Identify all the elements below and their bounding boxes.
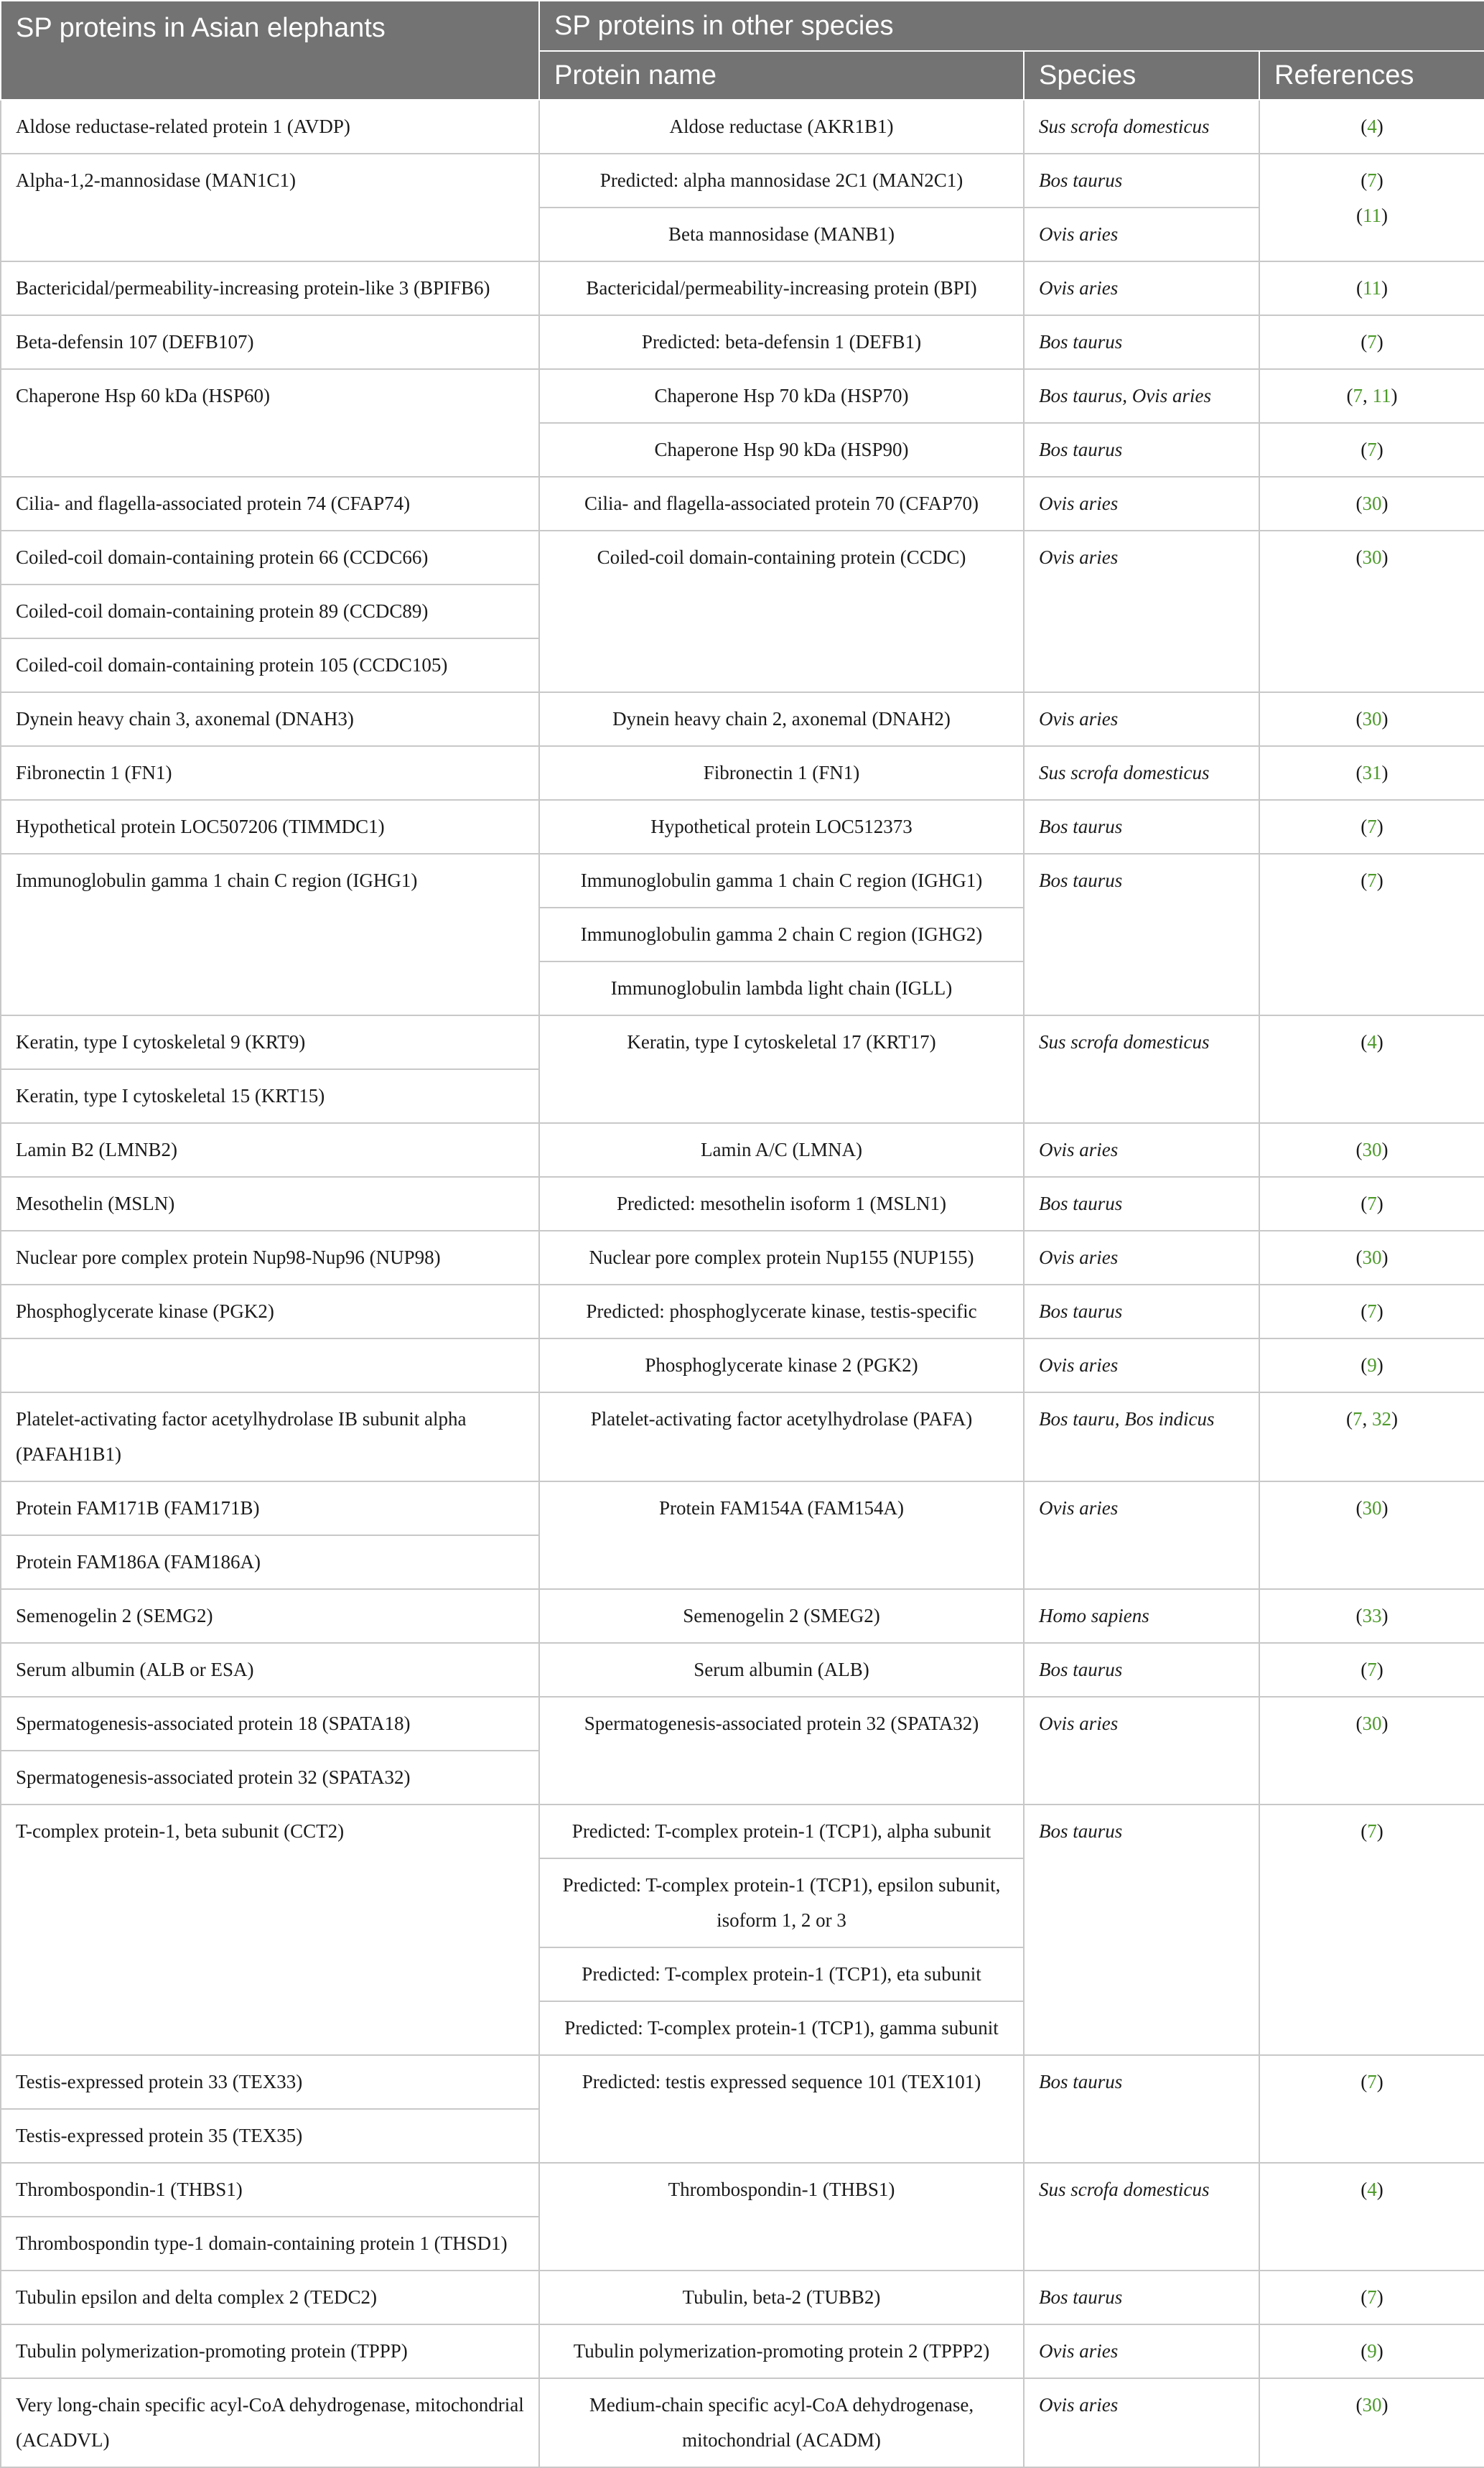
reference-cell: (33)	[1259, 1589, 1484, 1643]
reference-cell: (30)	[1259, 531, 1484, 692]
reference-cell: (7, 32)	[1259, 1392, 1484, 1481]
table-row	[1, 1231, 1484, 1285]
reference-link[interactable]: 30	[1362, 493, 1382, 514]
reference-link[interactable]: 7	[1367, 2071, 1377, 2092]
asian-protein-cell: Immunoglobulin gamma 1 chain C region (IGHG1)	[1, 854, 539, 1015]
reference-link[interactable]: 31	[1362, 762, 1382, 783]
other-protein-cell: Predicted: beta-defensin 1 (DEFB1)	[539, 315, 1024, 369]
table-row	[1, 154, 1484, 208]
species-cell: Bos taurus	[1024, 154, 1259, 208]
other-protein-cell: Immunoglobulin lambda light chain (IGLL)	[539, 961, 1024, 1015]
reference-cell: (7, 11)	[1259, 369, 1484, 423]
species-cell: Ovis aries	[1024, 477, 1259, 531]
species-cell: Sus scrofa domesticus	[1024, 746, 1259, 800]
asian-protein-cell: T-complex protein-1, beta subunit (CCT2)	[1, 1805, 539, 2055]
asian-protein-cell: Testis-expressed protein 33 (TEX33)	[1, 2055, 539, 2109]
reference-cell: (9)	[1259, 1338, 1484, 1392]
reference-link[interactable]: 7	[1367, 439, 1377, 460]
reference-link[interactable]: 7	[1367, 816, 1377, 837]
species-cell: Ovis aries	[1024, 208, 1259, 261]
species-cell: Bos taurus	[1024, 1643, 1259, 1697]
asian-protein-cell: Keratin, type I cytoskeletal 9 (KRT9)	[1, 1015, 539, 1069]
table-row	[1, 531, 1484, 585]
asian-protein-cell: Beta-defensin 107 (DEFB107)	[1, 315, 539, 369]
species-cell: Bos taurus	[1024, 800, 1259, 854]
reference-cell: (7)	[1259, 854, 1484, 1015]
reference-link[interactable]: 7	[1367, 331, 1377, 353]
header-references: References	[1259, 51, 1484, 100]
species-cell: Sus scrofa domesticus	[1024, 1015, 1259, 1123]
species-cell: Bos taurus	[1024, 2055, 1259, 2163]
other-protein-cell: Predicted: T-complex protein-1 (TCP1), epsilon subunit, isoform 1, 2 or 3	[539, 1858, 1024, 1947]
other-protein-cell: Predicted: testis expressed sequence 101 (TEX101)	[539, 2055, 1024, 2163]
species-cell: Ovis aries	[1024, 531, 1259, 692]
other-protein-cell: Tubulin, beta-2 (TUBB2)	[539, 2271, 1024, 2324]
other-protein-cell: Predicted: alpha mannosidase 2C1 (MAN2C1)	[539, 154, 1024, 208]
asian-protein-cell: Tubulin polymerization-promoting protein (TPPP)	[1, 2324, 539, 2378]
other-protein-cell: Fibronectin 1 (FN1)	[539, 746, 1024, 800]
asian-protein-cell: Phosphoglycerate kinase (PGK2)	[1, 1285, 539, 1338]
species-cell: Ovis aries	[1024, 1697, 1259, 1805]
asian-protein-cell: Coiled-coil domain-containing protein 105 (CCDC105)	[1, 638, 539, 692]
other-protein-cell: Predicted: T-complex protein-1 (TCP1), eta subunit	[539, 1947, 1024, 2001]
table-row	[1, 854, 1484, 908]
other-protein-cell: Immunoglobulin gamma 2 chain C region (IGHG2)	[539, 908, 1024, 961]
reference-link[interactable]: 32	[1372, 1408, 1391, 1430]
asian-protein-cell: Spermatogenesis-associated protein 18 (SPATA18)	[1, 1697, 539, 1751]
species-cell: Homo sapiens	[1024, 1589, 1259, 1643]
other-protein-cell: Chaperone Hsp 90 kDa (HSP90)	[539, 423, 1024, 477]
reference-link[interactable]: 30	[1362, 1497, 1382, 1519]
other-protein-cell: Spermatogenesis-associated protein 32 (SPATA32)	[539, 1697, 1024, 1805]
reference-cell: (30)	[1259, 692, 1484, 746]
asian-protein-cell: Very long-chain specific acyl-CoA dehydrogenase, mitochondrial (ACADVL)	[1, 2378, 539, 2467]
table-row	[1, 315, 1484, 369]
reference-cell: (30)	[1259, 2378, 1484, 2467]
reference-link[interactable]: 9	[1367, 1354, 1377, 1376]
header-other-species: SP proteins in other species	[539, 1, 1484, 51]
table-row	[1, 369, 1484, 423]
other-protein-cell: Serum albumin (ALB)	[539, 1643, 1024, 1697]
table-row	[1, 2324, 1484, 2378]
reference-link[interactable]: 7	[1367, 169, 1377, 191]
asian-protein-cell: Coiled-coil domain-containing protein 89 (CCDC89)	[1, 585, 539, 638]
species-cell: Sus scrofa domesticus	[1024, 100, 1259, 154]
asian-protein-cell: Serum albumin (ALB or ESA)	[1, 1643, 539, 1697]
table-row	[1, 2055, 1484, 2109]
reference-cell: (4)	[1259, 100, 1484, 154]
other-protein-cell: Predicted: T-complex protein-1 (TCP1), alpha subunit	[539, 1805, 1024, 1858]
other-protein-cell: Chaperone Hsp 70 kDa (HSP70)	[539, 369, 1024, 423]
reference-link[interactable]: 11	[1363, 205, 1381, 226]
reference-link[interactable]: 7	[1353, 385, 1363, 406]
asian-protein-cell: Fibronectin 1 (FN1)	[1, 746, 539, 800]
reference-link[interactable]: 4	[1367, 116, 1377, 137]
asian-protein-cell: Protein FAM171B (FAM171B)	[1, 1481, 539, 1535]
table-row	[1, 2163, 1484, 2217]
header-protein-name: Protein name	[539, 51, 1024, 100]
species-cell: Bos tauru, Bos indicus	[1024, 1392, 1259, 1481]
other-protein-cell: Medium-chain specific acyl-CoA dehydrogenase, mitochondrial (ACADM)	[539, 2378, 1024, 2467]
other-protein-cell: Tubulin polymerization-promoting protein 2 (TPPP2)	[539, 2324, 1024, 2378]
header-species: Species	[1024, 51, 1259, 100]
reference-link[interactable]: 4	[1367, 1031, 1377, 1053]
reference-link[interactable]: 30	[1362, 1139, 1382, 1160]
reference-link[interactable]: 11	[1372, 385, 1391, 406]
other-protein-cell: Coiled-coil domain-containing protein (CCDC)	[539, 531, 1024, 692]
species-cell: Ovis aries	[1024, 1338, 1259, 1392]
asian-protein-cell: Coiled-coil domain-containing protein 66 (CCDC66)	[1, 531, 539, 585]
other-protein-cell: Nuclear pore complex protein Nup155 (NUP155)	[539, 1231, 1024, 1285]
reference-cell: (7)	[1259, 800, 1484, 854]
table-row	[1, 1589, 1484, 1643]
reference-cell: (11)	[1259, 261, 1484, 315]
asian-protein-cell: Dynein heavy chain 3, axonemal (DNAH3)	[1, 692, 539, 746]
reference-cell: (7)	[1259, 1177, 1484, 1231]
table-row	[1, 100, 1484, 154]
species-cell: Ovis aries	[1024, 2378, 1259, 2467]
species-cell: Bos taurus	[1024, 1805, 1259, 2055]
asian-protein-cell: Keratin, type I cytoskeletal 15 (KRT15)	[1, 1069, 539, 1123]
reference-link[interactable]: 9	[1367, 2340, 1377, 2362]
other-protein-cell: Aldose reductase (AKR1B1)	[539, 100, 1024, 154]
species-cell: Bos taurus	[1024, 854, 1259, 1015]
table-row	[1, 1805, 1484, 1858]
reference-cell: (9)	[1259, 2324, 1484, 2378]
asian-protein-cell: Bactericidal/permeability-increasing protein-like 3 (BPIFB6)	[1, 261, 539, 315]
reference-cell: (7)	[1259, 1805, 1484, 2055]
reference-link[interactable]: 4	[1367, 2179, 1377, 2200]
asian-protein-cell	[1, 1338, 539, 1392]
table-row	[1, 800, 1484, 854]
header-asian-elephants: SP proteins in Asian elephants	[1, 1, 539, 100]
other-protein-cell: Bactericidal/permeability-increasing protein (BPI)	[539, 261, 1024, 315]
table-row	[1, 1285, 1484, 1338]
species-cell: Bos taurus	[1024, 1285, 1259, 1338]
asian-protein-cell: Cilia- and flagella-associated protein 74 (CFAP74)	[1, 477, 539, 531]
asian-protein-cell: Semenogelin 2 (SEMG2)	[1, 1589, 539, 1643]
species-cell: Bos taurus	[1024, 1177, 1259, 1231]
reference-link[interactable]: 7	[1367, 2286, 1377, 2308]
species-cell: Bos taurus	[1024, 315, 1259, 369]
species-cell: Ovis aries	[1024, 1231, 1259, 1285]
other-protein-cell: Thrombospondin-1 (THBS1)	[539, 2163, 1024, 2271]
reference-cell: (30)	[1259, 1697, 1484, 1805]
table-row	[1, 261, 1484, 315]
reference-link[interactable]: 33	[1362, 1605, 1382, 1626]
species-cell: Ovis aries	[1024, 692, 1259, 746]
reference-cell: (7)	[1259, 1643, 1484, 1697]
reference-link[interactable]: 30	[1362, 546, 1382, 568]
asian-protein-cell: Spermatogenesis-associated protein 32 (SPATA32)	[1, 1751, 539, 1805]
species-cell: Ovis aries	[1024, 2324, 1259, 2378]
reference-link[interactable]: 7	[1353, 1408, 1363, 1430]
other-protein-cell: Semenogelin 2 (SMEG2)	[539, 1589, 1024, 1643]
asian-protein-cell: Thrombospondin-1 (THBS1)	[1, 2163, 539, 2217]
asian-protein-cell: Platelet-activating factor acetylhydrolase IB subunit alpha (PAFAH1B1)	[1, 1392, 539, 1481]
reference-cell: (4)	[1259, 1015, 1484, 1123]
asian-protein-cell: Mesothelin (MSLN)	[1, 1177, 539, 1231]
table-row	[1, 746, 1484, 800]
asian-protein-cell: Hypothetical protein LOC507206 (TIMMDC1)	[1, 800, 539, 854]
species-cell: Bos taurus, Ovis aries	[1024, 369, 1259, 423]
asian-protein-cell: Aldose reductase-related protein 1 (AVDP)	[1, 100, 539, 154]
reference-cell: (30)	[1259, 477, 1484, 531]
asian-protein-cell: Lamin B2 (LMNB2)	[1, 1123, 539, 1177]
other-protein-cell: Beta mannosidase (MANB1)	[539, 208, 1024, 261]
species-cell: Ovis aries	[1024, 1123, 1259, 1177]
reference-cell: (4)	[1259, 2163, 1484, 2271]
table-row	[1, 2271, 1484, 2324]
other-protein-cell: Protein FAM154A (FAM154A)	[539, 1481, 1024, 1589]
reference-link[interactable]: 7	[1367, 870, 1377, 891]
asian-protein-cell: Alpha-1,2-mannosidase (MAN1C1)	[1, 154, 539, 261]
other-protein-cell: Phosphoglycerate kinase 2 (PGK2)	[539, 1338, 1024, 1392]
table-row	[1, 2378, 1484, 2467]
reference-cell: (7)	[1259, 2055, 1484, 2163]
table-row	[1, 1015, 1484, 1069]
reference-link[interactable]: 30	[1362, 1713, 1382, 1734]
table-row	[1, 1697, 1484, 1751]
other-protein-cell: Predicted: phosphoglycerate kinase, testis-specific	[539, 1285, 1024, 1338]
asian-protein-cell: Nuclear pore complex protein Nup98-Nup96 (NUP98)	[1, 1231, 539, 1285]
reference-link[interactable]: 7	[1367, 1300, 1377, 1322]
other-protein-cell: Cilia- and flagella-associated protein 70 (CFAP70)	[539, 477, 1024, 531]
species-cell: Ovis aries	[1024, 1481, 1259, 1589]
reference-link[interactable]: 30	[1362, 2394, 1382, 2416]
reference-link[interactable]: 7	[1367, 1820, 1377, 1842]
table-row	[1, 1123, 1484, 1177]
reference-link[interactable]: 30	[1362, 1247, 1382, 1268]
reference-link[interactable]: 7	[1367, 1193, 1377, 1214]
table-row	[1, 1392, 1484, 1481]
asian-protein-cell: Tubulin epsilon and delta complex 2 (TEDC2)	[1, 2271, 539, 2324]
other-protein-cell: Predicted: T-complex protein-1 (TCP1), gamma subunit	[539, 2001, 1024, 2055]
other-protein-cell: Hypothetical protein LOC512373	[539, 800, 1024, 854]
other-protein-cell: Dynein heavy chain 2, axonemal (DNAH2)	[539, 692, 1024, 746]
table-row	[1, 1338, 1484, 1392]
other-protein-cell: Lamin A/C (LMNA)	[539, 1123, 1024, 1177]
table-row	[1, 1643, 1484, 1697]
reference-cell: (7)	[1259, 2271, 1484, 2324]
reference-cell: (30)	[1259, 1231, 1484, 1285]
reference-cell: (7) (11)	[1259, 154, 1484, 261]
asian-protein-cell: Chaperone Hsp 60 kDa (HSP60)	[1, 369, 539, 477]
species-cell: Bos taurus	[1024, 2271, 1259, 2324]
reference-cell: (30)	[1259, 1123, 1484, 1177]
reference-link[interactable]: 7	[1367, 1659, 1377, 1680]
table-row	[1, 477, 1484, 531]
table-row	[1, 1481, 1484, 1535]
other-protein-cell: Keratin, type I cytoskeletal 17 (KRT17)	[539, 1015, 1024, 1123]
table-row	[1, 1177, 1484, 1231]
reference-cell: (31)	[1259, 746, 1484, 800]
other-protein-cell: Predicted: mesothelin isoform 1 (MSLN1)	[539, 1177, 1024, 1231]
species-cell: Ovis aries	[1024, 261, 1259, 315]
reference-cell: (30)	[1259, 1481, 1484, 1589]
reference-cell: (7)	[1259, 315, 1484, 369]
reference-cell: (7)	[1259, 423, 1484, 477]
reference-link[interactable]: 11	[1363, 277, 1381, 299]
table-row	[1, 692, 1484, 746]
asian-protein-cell: Thrombospondin type-1 domain-containing protein 1 (THSD1)	[1, 2217, 539, 2271]
other-protein-cell: Immunoglobulin gamma 1 chain C region (IGHG1)	[539, 854, 1024, 908]
species-cell: Bos taurus	[1024, 423, 1259, 477]
asian-protein-cell: Protein FAM186A (FAM186A)	[1, 1535, 539, 1589]
table-header	[1, 1, 1484, 100]
reference-link[interactable]: 30	[1362, 708, 1382, 730]
reference-cell: (7)	[1259, 1285, 1484, 1338]
asian-protein-cell: Testis-expressed protein 35 (TEX35)	[1, 2109, 539, 2163]
other-protein-cell: Platelet-activating factor acetylhydrolase (PAFA)	[539, 1392, 1024, 1481]
species-cell: Sus scrofa domesticus	[1024, 2163, 1259, 2271]
